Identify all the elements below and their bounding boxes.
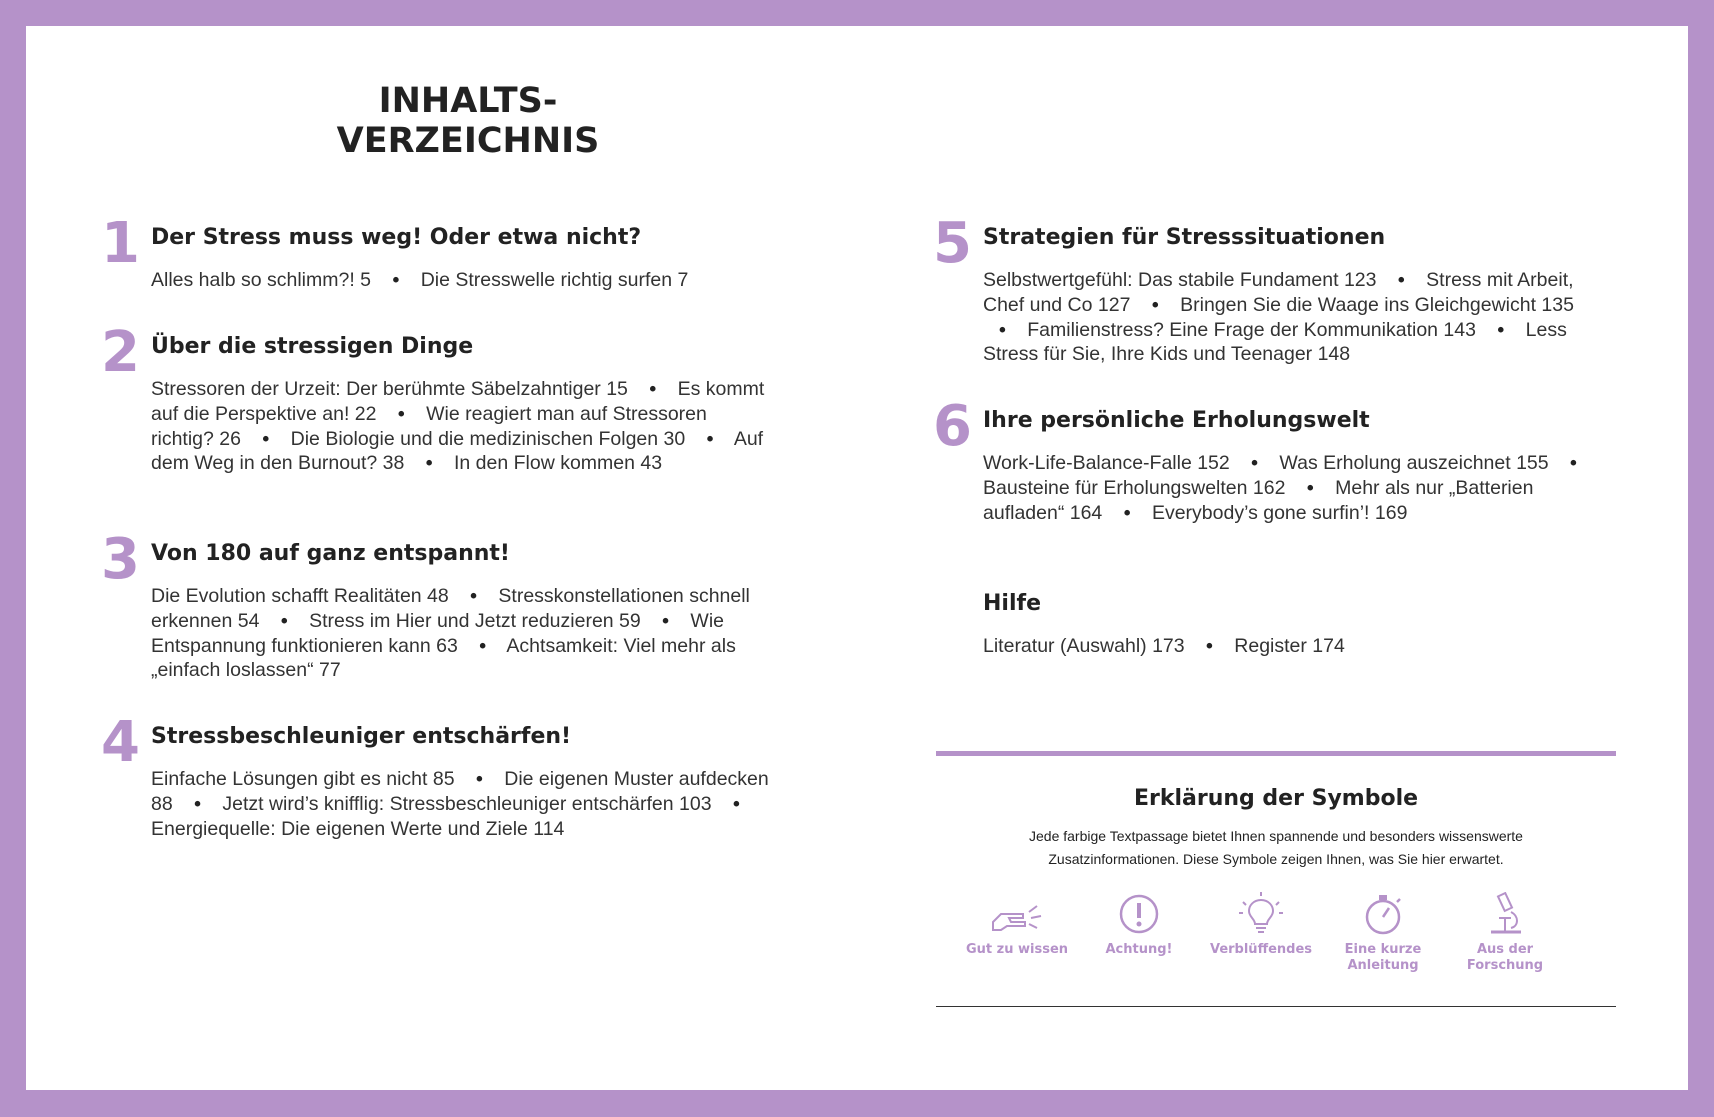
chapter-4: [101, 710, 771, 841]
symbol-gut-zu-wissen: [956, 892, 1078, 958]
toc-entry: In den Flow kommen 43: [453, 452, 663, 475]
chapter-entries: [151, 377, 771, 476]
chapter-number: 6: [933, 394, 972, 459]
toc-entry: Auf dem Weg in den Burnout? 38: [151, 427, 764, 475]
symbol-label: Aus der Forschung: [1466, 942, 1544, 973]
bullet-separator: •: [1570, 452, 1577, 474]
bullet-separator: •: [1397, 269, 1405, 291]
bullet-separator: •: [1206, 635, 1213, 657]
chapter-title: Über die stressigen Dinge: [151, 334, 474, 359]
toc-entry: Energiequelle: Die eigenen Werte und Ziele 114: [151, 817, 565, 840]
toc-entry: Die Stresswelle richtig surfen 7: [420, 269, 689, 291]
bullet-separator: •: [262, 427, 270, 450]
chapter-title: Der Stress muss weg! Oder etwa nicht?: [151, 225, 642, 250]
chapter-number: 2: [101, 320, 140, 385]
chapter-5: [933, 211, 1593, 367]
toc-entry: Wie reagiert man auf Stressoren richtig? 26: [151, 402, 707, 450]
toc-entry: Register 174: [1234, 635, 1345, 657]
legend-bottom-rule: [936, 1006, 1616, 1007]
chapter-3: [101, 527, 771, 683]
toc-entry: Stressoren der Urzeit: Der berühmte Säbelzahntiger 15: [151, 378, 628, 400]
chapter-title: Von 180 auf ganz entspannt!: [151, 541, 510, 566]
bullet-separator: •: [397, 402, 405, 425]
legend-description: Jede farbige Textpassage bietet Ihnen spannende und besonders wissenswerte Zusatzinformationen. Diese Symbole zeigen Ihnen, was Sie hier erwartet.: [1029, 828, 1523, 867]
chapter-number: 1: [101, 211, 140, 276]
legend-top-rule: [936, 751, 1616, 756]
toc-entry: Die Evolution schafft Realitäten 48: [151, 585, 449, 607]
pointing-hand-icon: [987, 892, 1047, 936]
bullet-separator: •: [1497, 318, 1505, 341]
symbol-aus-der-forschung: [1444, 892, 1566, 974]
chapter-6: [933, 394, 1593, 525]
toc-entry: Selbstwertgefühl: Das stabile Fundament 123: [983, 269, 1377, 291]
bullet-separator: •: [1151, 293, 1159, 316]
toc-page: [26, 26, 1688, 1090]
chapter-hilfe: [983, 590, 1593, 659]
toc-entry: Mehr als nur „Batterien aufladen“ 164: [983, 476, 1534, 524]
chapter-entries: [983, 451, 1593, 525]
bullet-separator: •: [194, 792, 201, 815]
toc-entry: Es kommt auf die Perspektive an! 22: [151, 378, 765, 425]
chapter-entries: [151, 584, 771, 683]
toc-entry: Literatur (Auswahl) 173: [983, 635, 1185, 657]
symbol-verblueffendes: [1200, 892, 1322, 958]
toc-entry: Stresskonstellationen schnell erkennen 54: [151, 585, 750, 632]
symbol-label: Verblüffendes: [1209, 942, 1313, 957]
chapter-title: Stressbeschleuniger entschärfen!: [151, 724, 572, 749]
toc-entry: Achtsamkeit: Viel mehr als „einfach loslassen“ 77: [151, 634, 736, 682]
toc-entry: Stress mit Arbeit, Chef und Co 127: [983, 269, 1574, 316]
chapter-1: [101, 211, 771, 293]
bullet-separator: •: [479, 634, 487, 657]
chapter-number: 4: [101, 710, 140, 775]
microscope-icon: [1475, 892, 1535, 936]
toc-entry: Alles halb so schlimm?! 5: [151, 269, 372, 291]
chapter-entries: [151, 767, 771, 841]
page-title-line1: INHALTS-: [378, 81, 558, 121]
chapter-title: Strategien für Stresssituationen: [983, 225, 1386, 250]
toc-entry: Jetzt wird’s knifflig: Stressbeschleuniger entschärfen 103: [222, 792, 712, 815]
bullet-separator: •: [1123, 501, 1131, 524]
bullet-separator: •: [475, 768, 483, 790]
toc-entry: Bringen Sie die Waage ins Gleichgewicht 135: [1180, 293, 1574, 316]
chapter-entries: [983, 268, 1593, 367]
page-title-line2: VERZEICHNIS: [336, 121, 600, 161]
toc-entry: Bausteine für Erholungswelten 162: [983, 476, 1286, 499]
bullet-separator: •: [733, 792, 740, 815]
symbol-legend: [956, 892, 1596, 992]
bullet-separator: •: [1251, 452, 1258, 474]
bullet-separator: •: [706, 427, 714, 450]
toc-entry: Wie Entspannung funktionieren kann 63: [151, 609, 725, 657]
symbol-label: Eine kurze Anleitung: [1344, 942, 1422, 973]
symbol-eine-kurze-anleitung: [1322, 892, 1444, 974]
chapter-entries: [983, 634, 1593, 659]
toc-entry: Familienstress? Eine Frage der Kommunikation 143: [1027, 318, 1476, 341]
symbol-label: Gut zu wissen: [965, 942, 1069, 957]
bullet-separator: •: [999, 318, 1006, 341]
legend-title: Erklärung der Symbole: [1133, 786, 1419, 811]
toc-entry: Die eigenen Muster aufdecken 88: [151, 768, 769, 815]
bullet-separator: •: [470, 585, 477, 607]
bullet-separator: •: [662, 609, 669, 632]
toc-entry: Was Erholung auszeichnet 155: [1279, 452, 1549, 474]
stopwatch-icon: [1353, 892, 1413, 936]
bullet-separator: •: [1306, 476, 1314, 499]
toc-entry: Less Stress für Sie, Ihre Kids und Teenager 148: [983, 318, 1567, 366]
bullet-separator: •: [649, 378, 657, 400]
toc-entry: Einfache Lösungen gibt es nicht 85: [151, 768, 455, 790]
chapter-entries: [151, 268, 771, 293]
toc-entry: Stress im Hier und Jetzt reduzieren 59: [309, 609, 641, 632]
bullet-separator: •: [425, 452, 433, 475]
toc-entry: Everybody’s gone surfin’! 169: [1151, 501, 1408, 524]
symbol-achtung: [1078, 892, 1200, 958]
toc-entry: Die Biologie und die medizinischen Folgen 30: [290, 427, 686, 450]
bullet-separator: •: [392, 269, 400, 291]
chapter-number: 3: [101, 527, 140, 592]
symbol-label: Achtung!: [1105, 942, 1173, 957]
toc-entry: Work-Life-Balance-Falle 152: [983, 452, 1230, 474]
exclamation-icon: [1109, 892, 1169, 936]
bullet-separator: •: [280, 609, 288, 632]
lightbulb-icon: [1231, 892, 1291, 936]
chapter-2: [101, 320, 771, 476]
chapter-number: 5: [933, 211, 972, 276]
page-title: [196, 81, 740, 161]
chapter-title: Hilfe: [983, 591, 1041, 616]
chapter-title: Ihre persönliche Erholungswelt: [983, 408, 1370, 433]
